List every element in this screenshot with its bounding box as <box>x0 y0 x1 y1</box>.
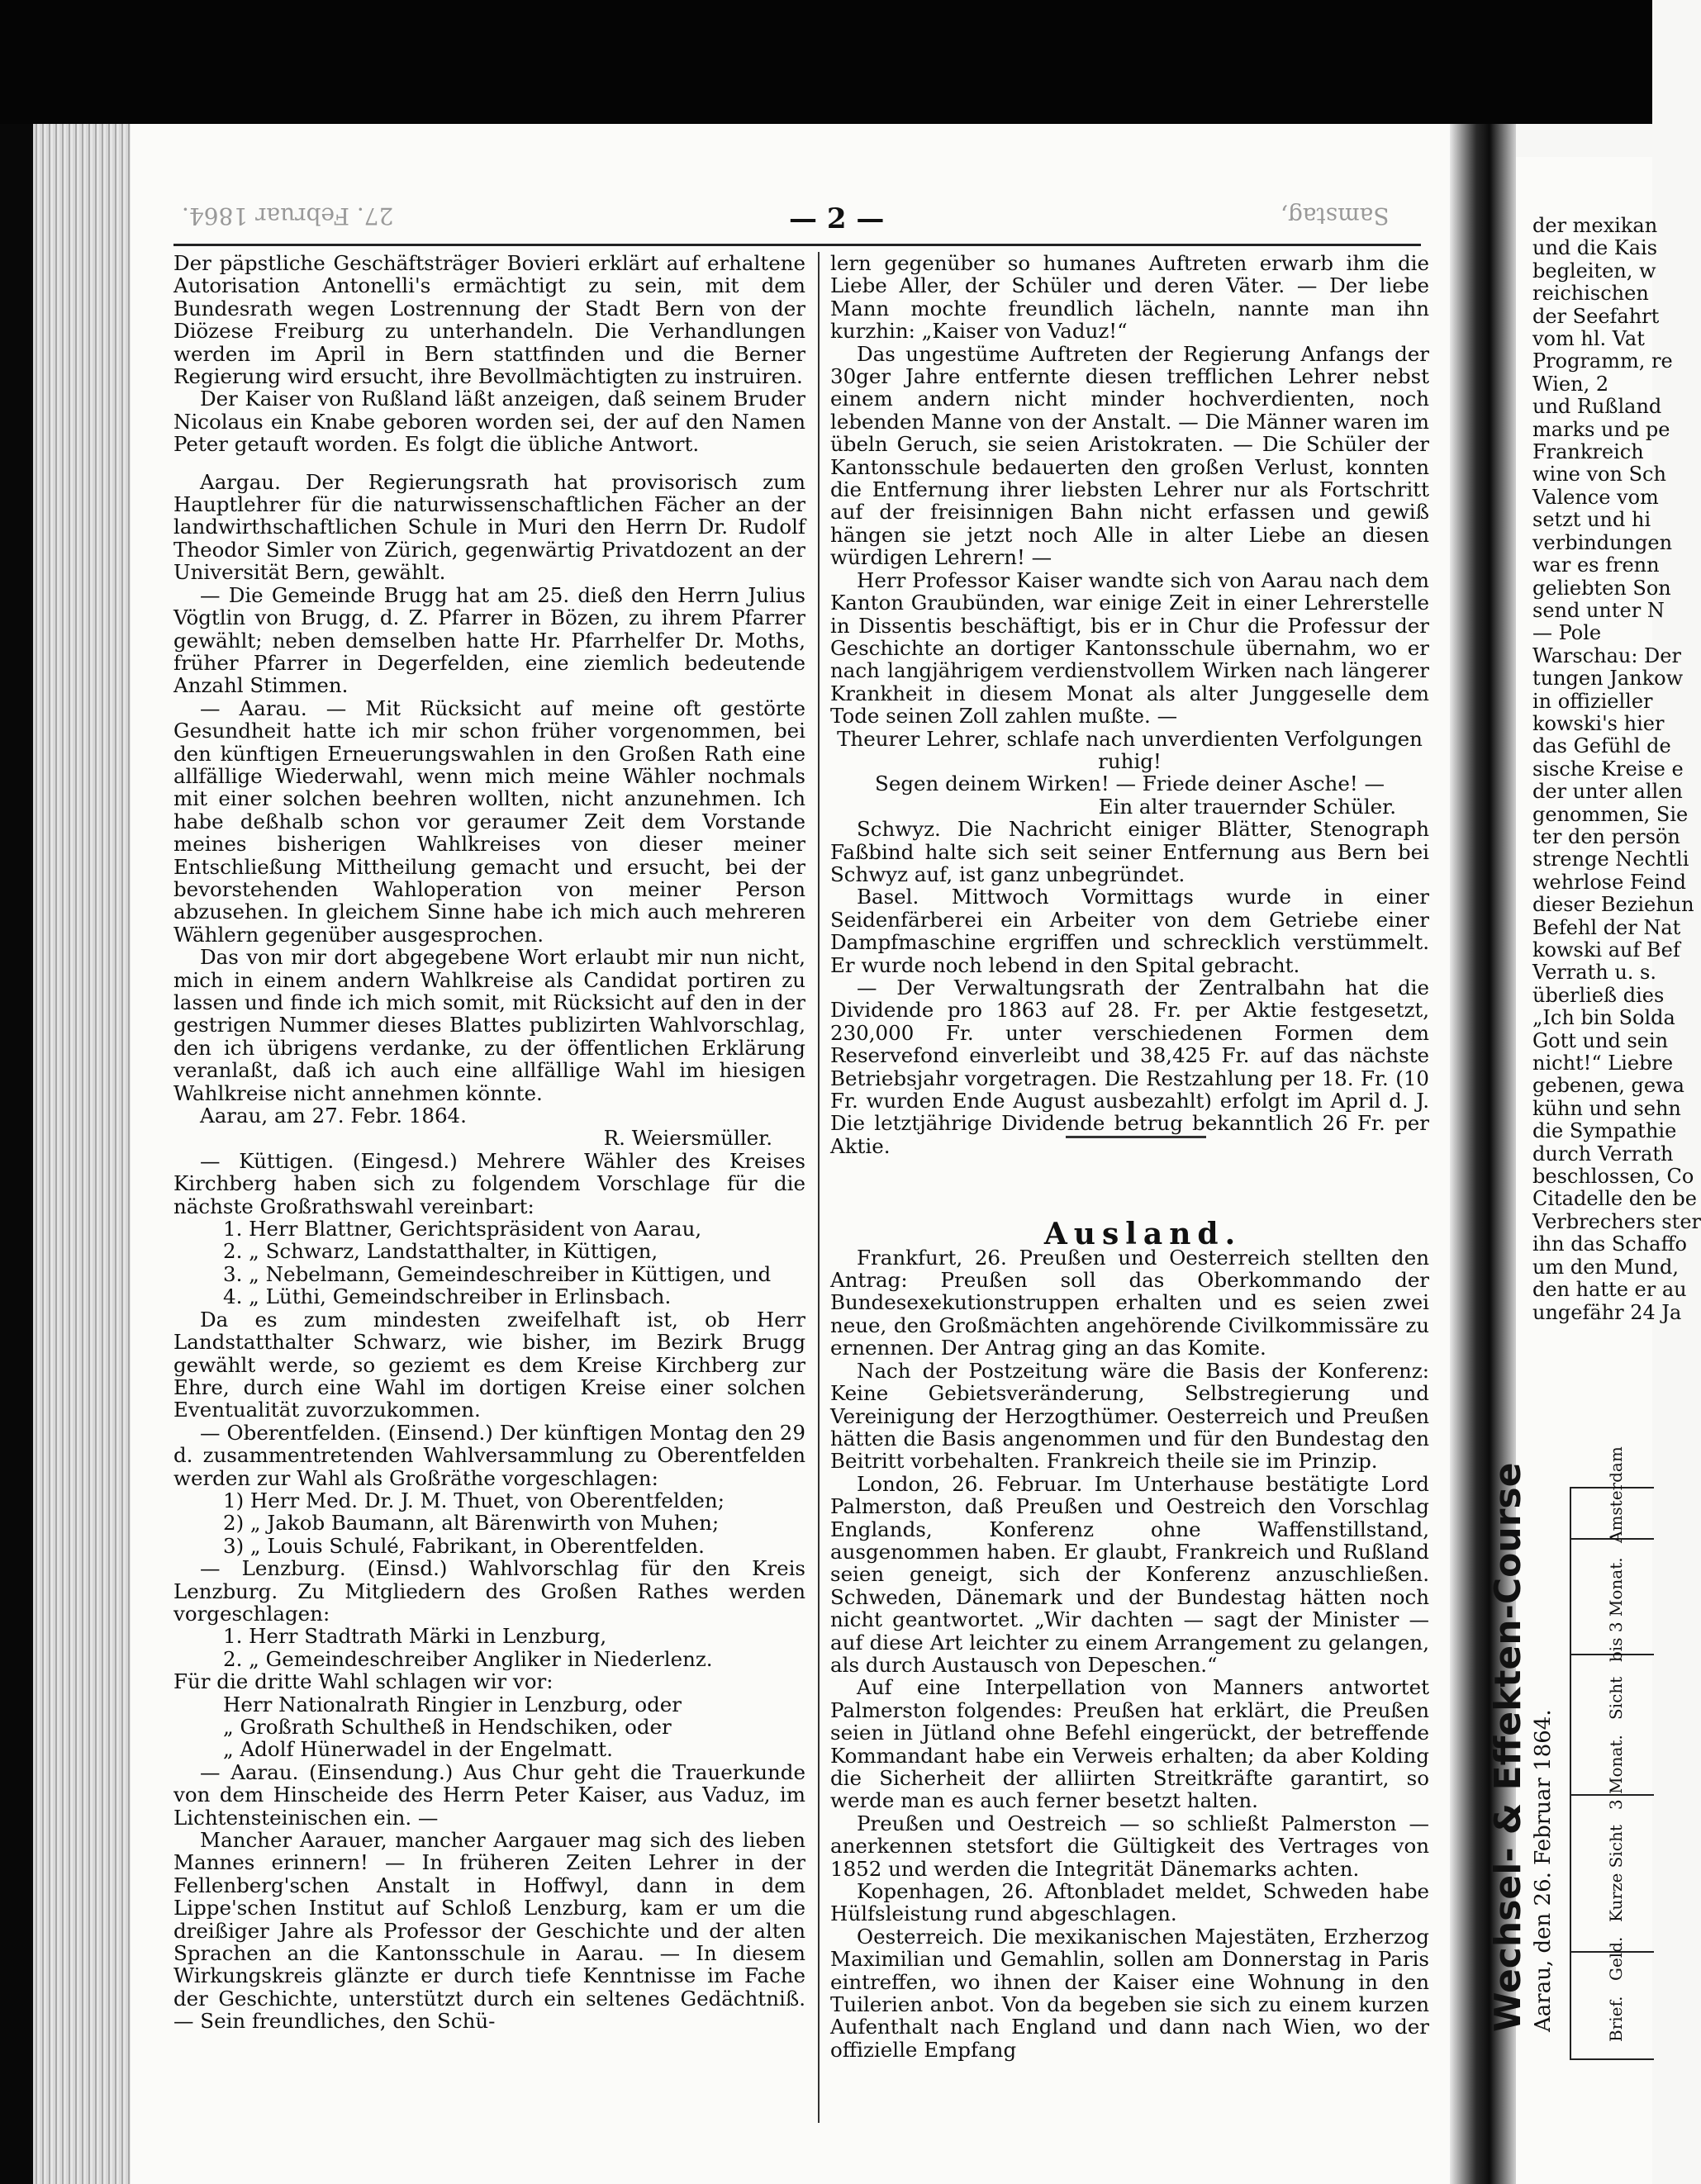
candidate-list-item: 3) „ Louis Schulé, Fabrikant, in Oberentfelden. <box>223 1533 705 1558</box>
facing-page-line: Verbrechers ster <box>1532 1209 1701 1233</box>
candidate-list-item: „ Großrath Schultheß in Hendschiken, oder <box>223 1715 672 1739</box>
candidate-list-item: 1. Herr Stadtrath Märki in Lenzburg, <box>223 1624 607 1649</box>
facing-page-line: und die Kais <box>1532 236 1658 260</box>
facing-page-line: das Gefühl de <box>1532 734 1671 758</box>
facing-page-line: Valence vom <box>1532 485 1659 509</box>
header-date-bleedthrough: 27. Februar 1864. <box>182 202 394 230</box>
book-page-edges <box>33 124 131 2184</box>
column-right <box>830 252 1429 2061</box>
section-rule <box>1066 1136 1206 1138</box>
facing-page-line: in offizieller <box>1532 689 1653 713</box>
facing-page-line: war es frenn <box>1532 553 1660 577</box>
article-obituary-2: Mancher Aarauer, mancher Aargauer mag sich des lieben Mannes erinnern! — In früheren Zeiten Lehrer in der Fellenberg'schen Anstalt in Hoffwyl, dann in dem Lippe'schen Institut auf Schloß Lenzburg, kam er um die dreißiger Jahre als Professor der Geschichte und der alten Sprachen an die Kantonsschule in Aarau. — In diesem Wirkungskreis glänzte er durch tiefe Kenntnisse im Fache der Geschichte, unterstützt durch ein seltenes Gedächtniß. — Sein freundliches, den Schü- <box>173 1828 805 2034</box>
column-divider <box>818 252 820 2123</box>
exchange-course-date: Aarau, den 26. Februar 1864. <box>1531 1709 1556 2032</box>
facing-page-line: strenge Nechtli <box>1532 847 1689 871</box>
article-zentralbahn: — Der Verwaltungsrath der Zentralbahn hat die Dividende pro 1863 auf 28. Fr. per Aktie festgesetzt, 230,000 Fr. unter verschiedenen Formen dem Reservefond einverleibt und 38,425 Fr. auf das nächste Betriebsjahr vorgetragen. Die Restzahlung per 18. Fr. (10 Fr. wurden Ende August ausbezahlt) erfolgt im April d. J. Die letztjährige Dividende betrug bekanntlich 26 Fr. per Aktie. <box>830 976 1429 1158</box>
table-header-cell: Amsterdam <box>1606 1446 1626 1543</box>
facing-page-line: Befehl der Nat <box>1532 915 1681 939</box>
poem-line: Segen deinem Wirken! — Friede deiner Asche! — <box>875 772 1385 796</box>
table-header-cell: 3 Monat. <box>1606 1735 1626 1811</box>
facing-page-line: ter den persön <box>1532 824 1680 848</box>
signature: R. Weiersmüller. <box>603 1126 772 1151</box>
facing-page-line: genommen, Sie <box>1532 802 1689 826</box>
article-palmerston-2: Preußen und Oestreich — so schließt Palmerston — anerkennen stetsfort die Gültigkeit des Vertrages von 1852 und werden die Integrität Dänemarks achten. <box>830 1811 1429 1881</box>
exchange-course-title: Wechsel- & Effekten-Course <box>1487 1462 1529 2032</box>
facing-page-line: Gott und sein <box>1532 1028 1669 1052</box>
facing-page-line: setzt und hi <box>1532 508 1651 532</box>
candidate-list-item: 2) „ Jakob Baumann, alt Bärenwirth von Muhen; <box>223 1511 720 1536</box>
table-header-cell: bis 3 Monat. <box>1606 1557 1626 1663</box>
facing-page-line: kühn und sehn <box>1532 1096 1681 1120</box>
facing-page-line: send unter N <box>1532 598 1665 622</box>
facing-page-line: marks und pe <box>1532 417 1670 441</box>
article-bovieri: Der päpstliche Geschäftsträger Bovieri erklärt auf erhaltene Autorisation Antonelli's ermächtigt zu sein, mit dem Bundesrath wegen Lostrennung der Stadt Bern von der Diözese Freiburg zu unterhandeln. Die Verhandlungen werden im April in Bern stattfinden und die Berner Regierung wird ersucht, ihre Bevollmächtigten zu instruiren. <box>173 251 805 389</box>
facing-page-line: beschlossen, Co <box>1532 1165 1694 1189</box>
table-header-cell: Brief. <box>1606 1996 1626 2042</box>
article-brugg: — Die Gemeinde Brugg hat am 25. dieß den Herrn Julius Vögtlin von Brugg, d. Z. Pfarrer in Bözen, zu ihrem Pfarrer gewählt; neben demselben hatte Hr. Pfarrhelfer Dr. Moths, früher Pfarrer in Degerfelden, eine ziemlich bedeutende Anzahl Stimmen. <box>173 582 805 698</box>
candidate-list-item: 2. „ Schwarz, Landstatthalter, in Küttigen, <box>223 1239 658 1264</box>
facing-page-line: Citadelle den be <box>1532 1187 1697 1211</box>
candidate-list-item: 2. „ Gemeindeschreiber Angliker in Niederlenz. <box>223 1646 713 1671</box>
exchange-course-table <box>1570 1446 1654 2060</box>
candidate-list-item: 1) Herr Med. Dr. J. M. Thuet, von Oberentfelden; <box>223 1488 725 1512</box>
third-choice-intro: Für die dritte Wahl schlagen wir vor: <box>173 1669 554 1694</box>
article-aarau-declaration-2: Das von mir dort abgegebene Wort erlaubt mir nun nicht, mich in einem andern Wahlkreise als Candidat portiren zu lassen und finde ich mich somit, mit Rücksicht auf den in der gestrigen Nummer dieses Blattes publizirten Wahlvorschlag, den ich übrigens verdanke, zu der öffentlichen Erklärung veranlaßt, daß ich auch eine allfällige Wahl im hiesigen Wahlkreise nicht annehmen könnte. <box>173 945 805 1105</box>
article-schwyz: Schwyz. Die Nachricht einiger Blätter, Stenograph Faßbind halte sich seit seiner Entfernung aus Bern bei Schwyz auf, ist ganz unbegründet. <box>830 817 1429 886</box>
facing-page-line: dieser Beziehun <box>1532 893 1694 917</box>
facing-page-line: vom hl. Vat <box>1532 327 1645 351</box>
table-header-cell: Geld. <box>1606 1937 1626 1982</box>
candidate-list-item: Herr Nationalrath Ringier in Lenzburg, oder <box>223 1692 682 1716</box>
exchange-course-header <box>1487 1462 1570 2032</box>
article-kuettigen-note: Da es zum mindesten zweifelhaft ist, ob Herr Landstatthalter Schwarz, wie bisher, im Bezirk Brugg gewählt werde, so geziemt es dem Kreise Kirchberg zur Ehre, durch eine Wahl im dortigen Kreise einer solchen Eventualität zuvorzukommen. <box>173 1307 805 1422</box>
facing-page-line: wine von Sch <box>1532 463 1666 487</box>
facing-page-line: Verrath u. s. <box>1532 961 1656 985</box>
dateline: Aarau, am 27. Febr. 1864. <box>200 1104 467 1128</box>
facing-page-line: die Sympathie <box>1532 1119 1677 1143</box>
facing-page-line: Programm, re <box>1532 349 1673 373</box>
article-london: London, 26. Februar. Im Unterhause bestätigte Lord Palmerston, daß Preußen und Oestreich den Vorschlag Englands, Konferenz ohne Waffenstillstand, ausgenommen haben. Er glaubt, Frankreich und Rußland seien geneigt, sich der Konferenz anzuschließen. Schweden, Dänemark und der Bundestag hätten noch nicht geantwortet. „Wir dachten — sagt der Minister — auf diese Art leichter zu einem Arrangement zu gelangen, als durch Austausch von Depeschen.“ <box>830 1471 1429 1677</box>
facing-page-line: den hatte er au <box>1532 1278 1687 1302</box>
table-header-cell: Sicht <box>1606 1677 1626 1721</box>
facing-page-line: um den Mund, <box>1532 1255 1679 1279</box>
facing-page-line: verbindungen <box>1532 530 1673 554</box>
facing-page-line: begleiten, w <box>1532 259 1656 282</box>
facing-page-line: „Ich bin Solda <box>1532 1006 1675 1030</box>
header-day-bleedthrough: Samstag, <box>1281 202 1390 230</box>
facing-page-line: Wien, 2 <box>1532 372 1609 396</box>
page-number: — 2 — <box>789 202 885 235</box>
facing-page-line: Warschau: Der <box>1532 643 1681 667</box>
facing-page-line: geliebten Son <box>1532 576 1671 600</box>
article-obituary-cont-2: Das ungestüme Auftreten der Regierung Anfangs der 30ger Jahre entfernte diesen trefflichen Lehrer nebst einem andern nicht minder hochverdienten, noch lebenden Manne von der Anstalt. — Die Männer waren im übeln Geruch, sie seien Aristokraten. — Die Schüler der Kantonsschule bedauerten den großen Verlust, konnten die Entfernung ihrer liebsten Lehrer nur als Fortschritt auf der freisinnigen Bahn nicht erfassen und gewiß hängen sie jetzt noch Alle in alter Liebe an diesen würdigen Lehrern! — <box>830 341 1429 570</box>
facing-page-line: reichischen <box>1532 282 1649 306</box>
facing-page-line: durch Verrath <box>1532 1142 1674 1166</box>
facing-page-line: kowski auf Bef <box>1532 938 1680 961</box>
facing-page-line: ihn das Schaffo <box>1532 1232 1687 1256</box>
article-palmerston: Auf eine Interpellation von Manners antwortet Palmerston folgendes: Preußen hat erklärt, die Preußen seien in Jütland ohne Befehl eingerückt, der betreffende Kommandant habe ein Verweis erhalten; da aber Kolding die Sicherheit der alliirten Streitkräfte garantirt, so werde man es auch ferner besetzt halten. <box>830 1675 1429 1813</box>
poem-line: Theurer Lehrer, schlafe nach unverdienten Verfolgungen ruhig! <box>837 726 1423 773</box>
article-basel: Basel. Mittwoch Vormittags wurde in einer Seidenfärberei ein Arbeiter von dem Getriebe einer Dampfmaschine ergriffen und schrecklich verstümmelt. Er wurde noch lebend in den Spital gebracht. <box>830 885 1429 977</box>
article-aargau-teacher: Aargau. Der Regierungsrath hat provisorisch zum Hauptlehrer für die naturwissenschaftlichen Fächer an der landwirthschaftlichen Schule in Muri den Herrn Dr. Rudolf Theodor Simler von Zürich, gegenwärtig Privatdozent an der Universität Bern, gewählt. <box>173 469 805 585</box>
scan-border-left <box>0 124 33 2184</box>
facing-page-line: kowski's hier <box>1532 711 1665 735</box>
article-obituary: — Aarau. (Einsendung.) Aus Chur geht die Trauerkunde von dem Hinscheide des Herrn Peter Kaiser, aus Vaduz, im Lichtensteinischen ein. — <box>173 1759 805 1830</box>
candidate-list-item: „ Adolf Hünerwadel in der Engelmatt. <box>223 1737 613 1762</box>
column-left <box>173 252 805 2033</box>
facing-page-line: und Rußland <box>1532 395 1662 419</box>
candidate-list-item: 3. „ Nebelmann, Gemeindeschreiber in Küttigen, und <box>223 1261 772 1286</box>
article-copenhagen: Kopenhagen, 26. Aftonbladet meldet, Schweden habe Hülfsleistung rund abgeschlagen. <box>830 1879 1429 1926</box>
facing-page-line: sische Kreise e <box>1532 757 1684 781</box>
facing-page-line: überließ dies <box>1532 983 1665 1007</box>
article-russia: Der Kaiser von Rußland läßt anzeigen, daß seinem Bruder Nicolaus ein Knabe geboren worden sei, der auf den Namen Peter getauft worden. Es folgt die übliche Antwort. <box>173 387 805 457</box>
obituary-signature: Ein alter trauernder Schüler. <box>1098 794 1396 819</box>
article-obituary-cont-3: Herr Professor Kaiser wandte sich von Aarau nach dem Kanton Graubünden, war einige Zeit in einer Lehrerstelle in Dissentis beschäftigt, bis er in Chur die Professur der Geschichte an dortiger Kantonsschule übernahm, wo er nach langjährigem verdienstvollem Wirken nach längerer Krankheit in diesem Monat als alter Junggeselle dem Tode seinen Zoll zahlen mußte. — <box>830 567 1429 729</box>
facing-page-line: der unter allen <box>1532 780 1683 804</box>
article-aarau-declaration: — Aarau. — Mit Rücksicht auf meine oft gestörte Gesundheit hatte ich mir schon früher vorgenommen, bei den künftigen Erneuerungswahlen in den Großen Rath eine allfällige Wiederwahl, wenn mich meine Wähler nochmals mit einer solchen beehren wollten, nicht anzunehmen. Ich habe deßhalb schon vor geraumer Zeit dem Vorstande meines bisherigen Wahlkreises von dieser meiner Entschließung Mittheilung gemacht und ersucht, bei der bevorstehenden Wahloperation von meiner Person abzusehen. In gleichem Sinne habe ich mich auch mehreren Wählern gegenüber ausgesprochen. <box>173 696 805 947</box>
article-frankfurt: Frankfurt, 26. Preußen und Oesterreich stellten den Antrag: Preußen soll das Oberkommando der Bundesexekutionstruppen erhalten und es seien zwei neue, den Großmächten angehörende Civilkommissäre zu ernennen. Der Antrag ging an das Komite. <box>830 1245 1429 1360</box>
candidate-list-item: 4. „ Lüthi, Gemeindschreiber in Erlinsbach. <box>223 1284 672 1309</box>
facing-page-line: Frankreich <box>1532 440 1644 464</box>
article-oberentfelden: — Oberentfelden. (Einsend.) Der künftigen Montag den 29 d. zusammentretenden Wahlversammlung zu Oberentfelden werden zur Wahl als Großräthe vorgeschlagen: <box>173 1420 805 1490</box>
scan-border-top <box>0 0 1652 124</box>
facing-page-text <box>1532 214 1701 1324</box>
facing-page-line: der mexikan <box>1532 214 1658 237</box>
candidate-list-item: 1. Herr Blattner, Gerichtspräsident von Aarau, <box>223 1217 702 1242</box>
article-obituary-cont: lern gegenüber so humanes Auftreten erwarb ihm die Liebe Aller, der Schüler und deren Väter. — Der liebe Mann mochte freundlich lächeln, nannte man ihn kurzhin: „Kaiser von Vaduz!“ <box>830 251 1429 344</box>
facing-page-line: tungen Jankow <box>1532 667 1684 691</box>
facing-page-line: wehrlose Feind <box>1532 870 1686 894</box>
facing-page-line: der Seefahrt <box>1532 304 1660 328</box>
facing-page-line: ungefähr 24 Ja <box>1532 1300 1682 1324</box>
facing-page-line: gebenen, gewa <box>1532 1074 1684 1098</box>
table-header-cell: Kurze Sicht <box>1606 1825 1626 1923</box>
article-kuettigen: — Küttigen. (Eingesd.) Mehrere Wähler des Kreises Kirchberg haben sich zu folgendem Vorschlage für die nächste Großrathswahl vereinbart: <box>173 1148 805 1218</box>
facing-page-line: — Pole <box>1532 621 1602 645</box>
facing-page-line: nicht!“ Liebre <box>1532 1052 1674 1075</box>
article-oesterreich: Oesterreich. Die mexikanischen Majestäten, Erzherzog Maximilian und Gemahlin, sollen am Donnerstag in Paris eintreffen, wo ihnen der Kaiser eine Wohnung in den Tuilerien anbot. Von da begeben sie sich zu einem kurzen Aufenthalt nach England und dann nach Wien, wo der offizielle Empfang <box>830 1924 1429 2062</box>
article-postzeitung: Nach der Postzeitung wäre die Basis der Konferenz: Keine Gebietsveränderung, Selbstregierung und Vereinigung der Herzogthümer. Oesterreich und Preußen hätten die Basis angenommen und für den Bundestag den Beitritt vorbehalten. Frankreich theile sie im Prinzip. <box>830 1358 1429 1474</box>
header-rule <box>173 244 1421 246</box>
article-lenzburg: — Lenzburg. (Einsd.) Wahlvorschlag für den Kreis Lenzburg. Zu Mitgliedern des Großen Rathes werden vorgeschlagen: <box>173 1556 805 1626</box>
section-heading-ausland: Ausland. <box>1043 1217 1242 1252</box>
